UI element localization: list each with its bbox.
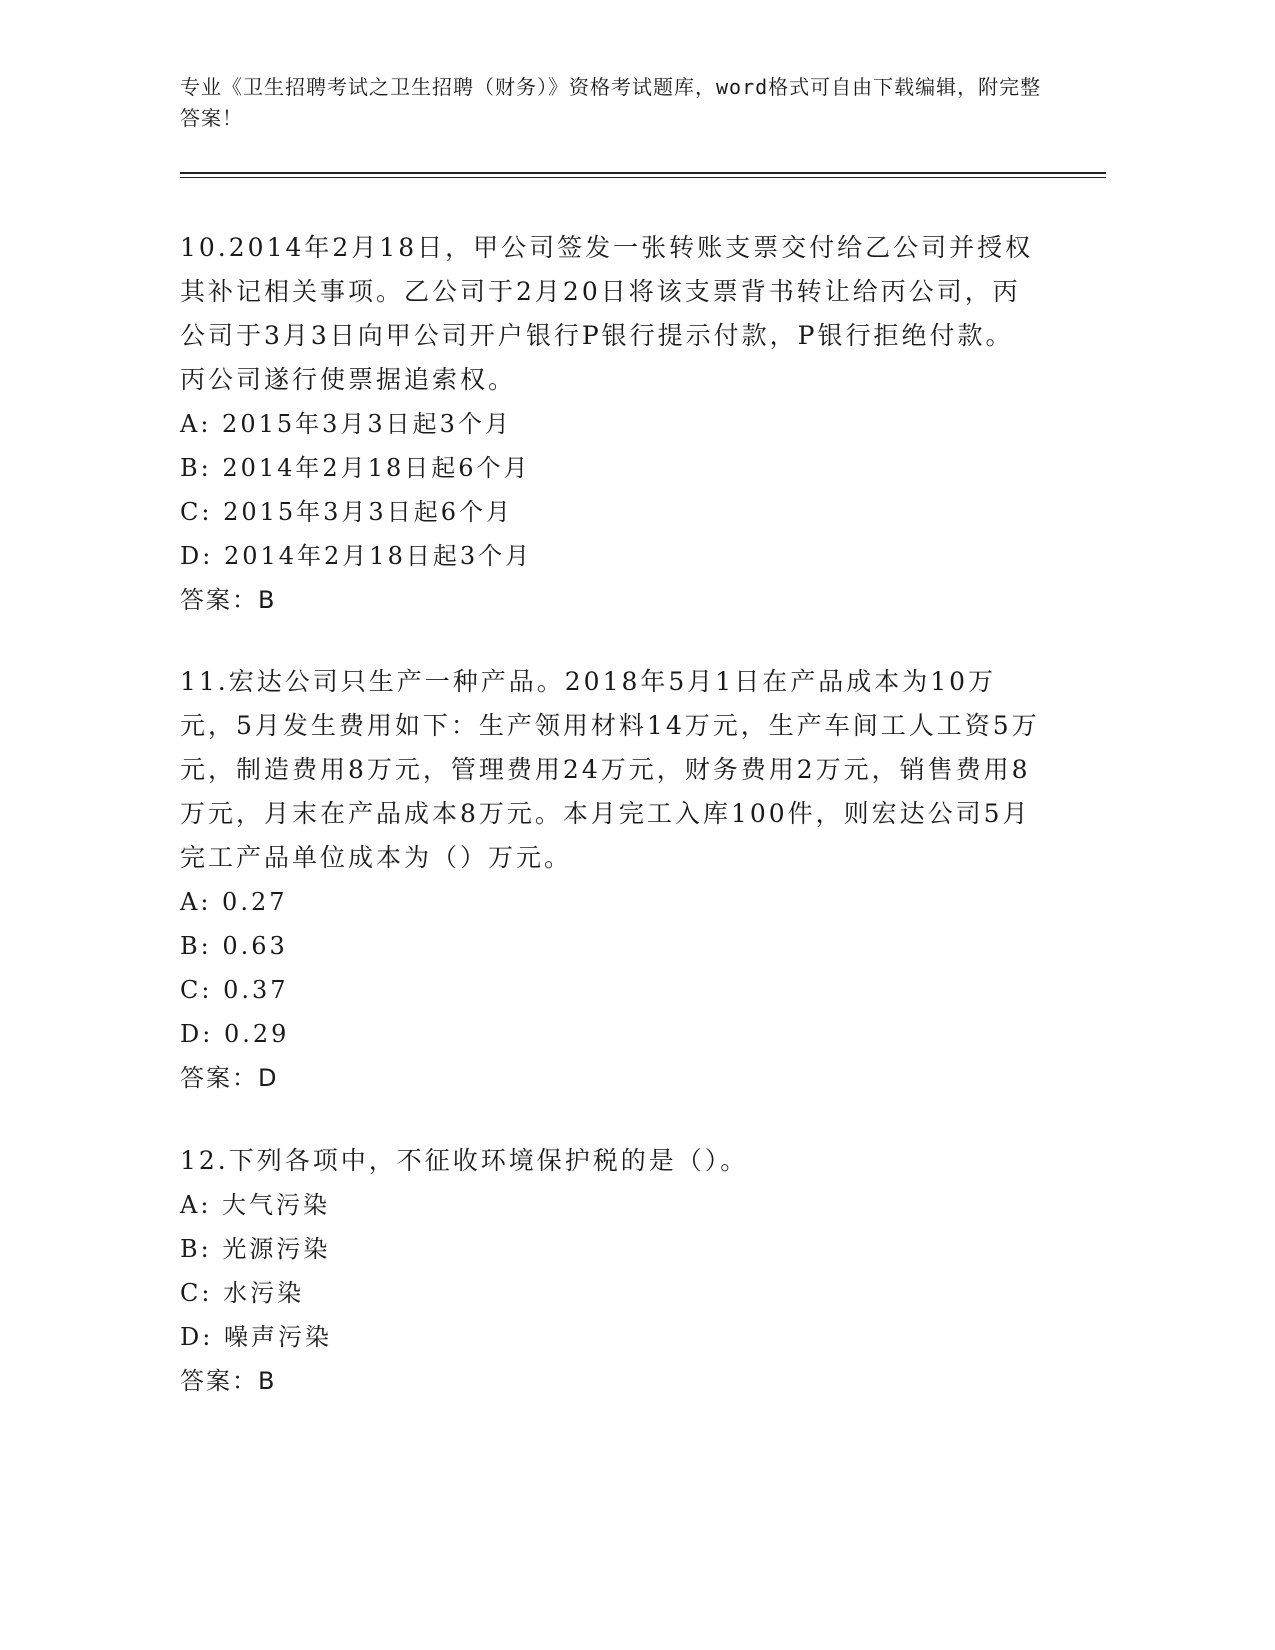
option-b: B: 0.63 bbox=[180, 932, 288, 960]
answer-line: 答案：D bbox=[180, 1064, 279, 1092]
option-d: D: 2014年2月18日起3个月 bbox=[180, 542, 533, 570]
option-c: C: 水污染 bbox=[180, 1279, 305, 1307]
option-b: B: 光源污染 bbox=[180, 1235, 331, 1263]
option-c: C: 2015年3月3日起6个月 bbox=[180, 498, 513, 526]
option-a: A: 大气污染 bbox=[180, 1191, 331, 1219]
header-divider-thick bbox=[180, 172, 1106, 174]
option-d: D: 0.29 bbox=[180, 1020, 290, 1048]
option-c: C: 0.37 bbox=[180, 976, 289, 1004]
answer-line: 答案：B bbox=[180, 586, 277, 614]
question-10 bbox=[180, 226, 1040, 622]
document-header: 专业《卫生招聘考试之卫生招聘（财务）》资格考试题库，word格式可自由下载编辑，附完整答案！ bbox=[180, 75, 1042, 130]
answer-line: 答案：B bbox=[180, 1367, 277, 1395]
header-divider-thin bbox=[180, 177, 1106, 178]
question-stem: 10.2014年2月18日，甲公司签发一张转账支票交付给乙公司并授权其补记相关事项。乙公司于2月20日将该支票背书转让给丙公司，丙公司于3月3日向甲公司开户银行P银行提示付款，P银行拒绝付款。丙公司遂行使票据追索权。 bbox=[180, 233, 1034, 394]
option-a: A: 2015年3月3日起3个月 bbox=[180, 410, 512, 438]
option-b: B: 2014年2月18日起6个月 bbox=[180, 454, 531, 482]
question-12 bbox=[180, 1139, 1040, 1403]
question-stem: 11.宏达公司只生产一种产品。2018年5月1日在产品成本为10万元，5月发生费用如下：生产领用材料14万元，生产车间工人工资5万元，制造费用8万元，管理费用24万元，财务费用2万元，销售费用8万元，月末在产品成本8万元。本月完工入库100件，则宏达公司5月完工产品单位成本为（）万元。 bbox=[180, 667, 1040, 872]
question-stem: 12.下列各项中，不征收环境保护税的是（）。 bbox=[180, 1146, 749, 1175]
option-a: A: 0.27 bbox=[180, 888, 288, 916]
question-11 bbox=[180, 660, 1040, 1100]
option-d: D: 噪声污染 bbox=[180, 1323, 332, 1351]
document-page bbox=[180, 0, 1110, 1650]
